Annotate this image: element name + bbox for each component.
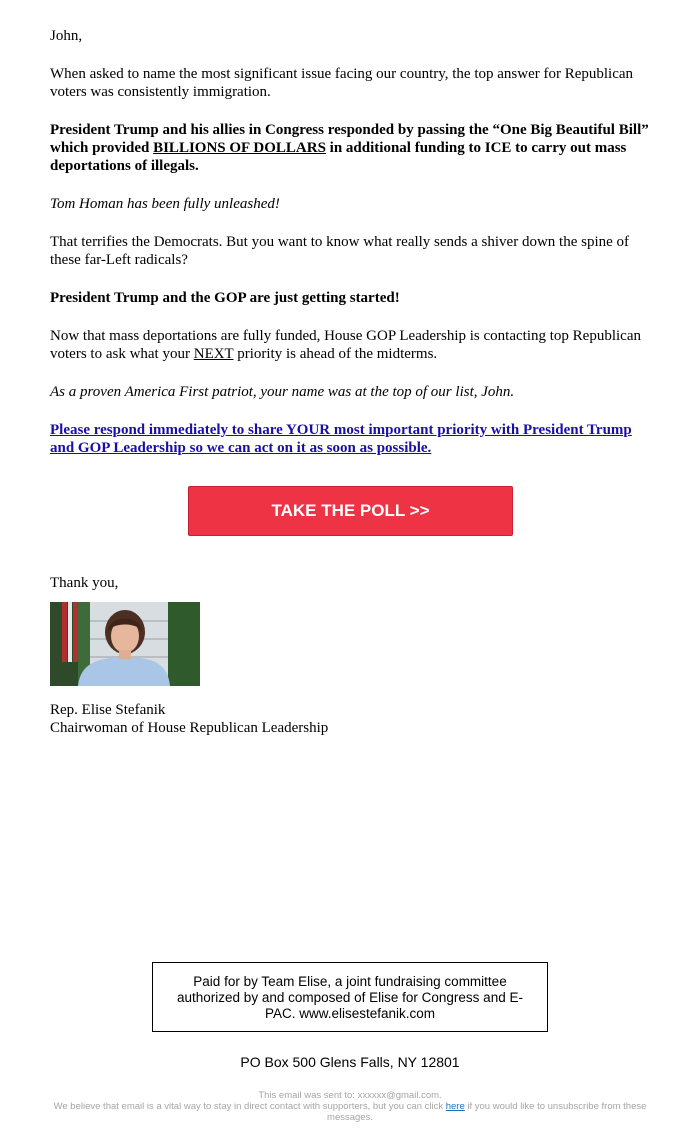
paragraph-immigration: When asked to name the most significant issue facing our country, the top answer for Republican voters was consistently immigration.: [50, 66, 634, 100]
sign-off: Thank you,: [50, 575, 119, 591]
respond-link[interactable]: Please respond immediately to share YOUR most important priority with President Trump and GOP Leadership so we can act on it as soon as possible.: [50, 422, 632, 456]
paragraph-getting-started: President Trump and the GOP are just getting started!: [50, 290, 400, 306]
email-footer: [45, 1090, 655, 1123]
next-underlined: NEXT: [193, 346, 234, 362]
sent-to-notice: This email was sent to: xxxxxx@gmail.com.: [258, 1090, 442, 1101]
paragraph-democrats: That terrifies the Democrats. But you want to know what really sends a shiver down the spine of these far-Left radicals?: [50, 234, 630, 268]
greeting: John,: [50, 28, 83, 44]
unsubscribe-text-1: We believe that email is a vital way to stay in direct contact with supporters, but you can click: [53, 1101, 446, 1112]
unsubscribe-notice: [45, 1101, 655, 1123]
big-bill-text-1: President Trump and his allies in Congress responded by passing the “One Big Beautiful Bill” which provided: [50, 122, 649, 156]
unsubscribe-text-2: if you would like to unsubscribe from these messages.: [327, 1101, 647, 1123]
paragraph-big-bill: [50, 121, 655, 175]
cta-paragraph: [50, 421, 655, 457]
email-body: [50, 27, 655, 477]
billions-of-dollars: BILLIONS OF DOLLARS: [153, 140, 326, 156]
signature-block: [50, 701, 328, 737]
unsubscribe-link[interactable]: here: [445, 1101, 465, 1112]
paragraph-homan: Tom Homan has been fully unleashed!: [50, 196, 280, 212]
poll-button-container: [188, 486, 513, 536]
portrait-photo: [50, 602, 200, 686]
signature-title: Chairwoman of House Republican Leadership: [50, 720, 329, 736]
big-bill-text-2: in additional funding to ICE to carry out mass deportations of illegals.: [50, 140, 627, 174]
mailing-address: PO Box 500 Glens Falls, NY 12801: [240, 1054, 460, 1070]
next-priority-text-2: priority is ahead of the midterms.: [233, 346, 438, 362]
signature-name: Rep. Elise Stefanik: [50, 702, 166, 718]
next-priority-text-1: Now that mass deportations are fully funded, House GOP Leadership is contacting top Republican voters to ask what your: [50, 328, 641, 362]
paragraph-patriot: As a proven America First patriot, your name was at the top of our list, John.: [50, 384, 515, 400]
paragraph-next-priority: [50, 327, 655, 363]
take-the-poll-button[interactable]: TAKE THE POLL >>: [188, 486, 513, 536]
paid-for-disclaimer: Paid for by Team Elise, a joint fundraising committee authorized by and composed of Elise for Congress and E-PAC. www.elisestefanik.com: [152, 962, 548, 1032]
